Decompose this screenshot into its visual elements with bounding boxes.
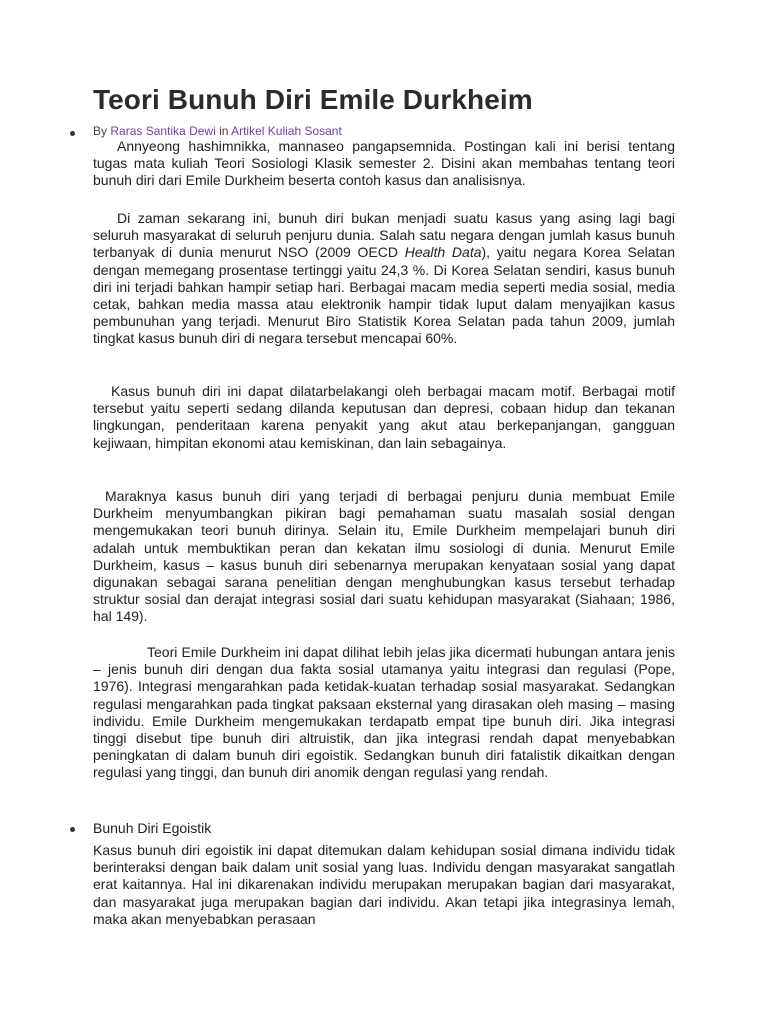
byline-in: in bbox=[219, 124, 229, 138]
paragraph-4 bbox=[93, 488, 675, 626]
paragraph-3 bbox=[93, 383, 675, 452]
paragraph-2-italic: Health Data bbox=[404, 244, 482, 261]
category-link[interactable]: Artikel Kuliah Sosant bbox=[231, 124, 342, 138]
byline-by: By bbox=[93, 124, 108, 138]
byline-bullet bbox=[70, 131, 75, 136]
intro-paragraph bbox=[93, 138, 675, 190]
subheading-egoistik: Bunuh Diri Egoistik bbox=[93, 820, 212, 836]
byline bbox=[93, 124, 342, 138]
egoistik-paragraph bbox=[93, 842, 675, 928]
paragraph-2 bbox=[93, 210, 675, 348]
paragraph-4-text: Maraknya kasus bunuh diri yang terjadi di berbagai penjuru dunia membuat Emile Durkheim menyumbangkan pikiran bagi pemahaman suatu masalah sosial dengan mengemukakan teori bunuh dirinya. Selain itu, Emile Durkheim mempelajari bunuh diri adalah untuk membuktikan peran dan kekatan ilmu sosiologi di dunia. Menurut Emile Durkheim, kasus – kasus bunuh diri sebenarnya merupakan kenyataan sosial yang dapat digunakan sebagai sarana penelitian dengan menghubungkan kasus tersebut terhadap struktur sosial dan derajat integrasi sosial dari suatu kehidupan masyarakat (Siahaan; 1986, hal 149). bbox=[93, 488, 675, 625]
paragraph-5-text: Teori Emile Durkheim ini dapat dilihat lebih jelas jika dicermati hubungan antara jenis – jenis bunuh diri dengan dua fakta sosial utamanya yaitu integrasi dan regulasi (Pope, 1976). Integrasi mengarahkan pada ketidak-kuatan terhadap sosial masyarakat. Sedangkan regulasi mengarahkan pada tingkat paksaan eksternal yang dirasakan oleh masing – masing individu. Emile Durkheim mengemukakan terdapatb empat tipe bunuh diri. Jika integrasi tinggi disebut tipe bunuh diri altruistik, dan jika integrasi rendah dapat menyebabkan peningkatan di dalam bunuh diri egoistik. Sedangkan bunuh diri fatalistik dikaitkan dengan regulasi yang tinggi, dan bunuh diri anomik dengan regulasi yang rendah. bbox=[93, 644, 675, 781]
paragraph-3-text: Kasus bunuh diri ini dapat dilatarbelakangi oleh berbagai macam motif. Berbagai motif tersebut yaitu seperti sedang dilanda keputusan dan depresi, cobaan hidup dan tekanan lingkungan, penderitaan karena penyakit yang akut atau berkepanjangan, gangguan kejiwaan, himpitan ekonomi atau kemiskinan, dan lain sebagainya. bbox=[93, 383, 675, 451]
article-title: Teori Bunuh Diri Emile Durkheim bbox=[93, 84, 533, 115]
paragraph-2-text: Di zaman sekarang ini, bunuh diri bukan menjadi suatu kasus yang asing lagi bagi seluruh masyarakat di seluruh penjuru dunia. Salah satu negara dengan jumlah kasus bunuh terbanyak di dunia menurut NSO (2009 OECD bbox=[93, 210, 675, 261]
author-link[interactable]: Raras Santika Dewi bbox=[110, 124, 216, 138]
paragraph-5 bbox=[93, 644, 675, 782]
paragraph-2-rest: ), yaitu negara Korea Selatan dengan memegang prosentase tertinggi yaitu 24,3 %. Di Korea Selatan sendiri, kasus bunuh diri ini terjadi bahkan hampir setiap hari. Berbagai macam media seperti media sosial, media cetak, bahkan media massa atau elektronik hampir tidak luput dalam menyajikan kasus pembunuhan yang terjadi. Menurut Biro Statistik Korea Selatan pada tahun 2009, jumlah tingkat kasus bunuh diri di negara tersebut mencapai 60%. bbox=[93, 244, 675, 347]
intro-text: Annyeong hashimnikka, mannaseo pangapsemnida. Postingan kali ini berisi tentang tugas mata kuliah Teori Sosiologi Klasik semester 2. Disini akan membahas tentang teori bunuh diri dari Emile Durkheim beserta contoh kasus dan analisisnya. bbox=[93, 138, 675, 189]
subheading-bullet bbox=[70, 827, 75, 832]
egoistik-text: Kasus bunuh diri egoistik ini dapat ditemukan dalam kehidupan sosial dimana individu tidak berinteraksi dengan baik dalam unit sosial yang luas. Individu dengan masyarakat sangatlah erat kaitannya. Hal ini dikarenakan individu merupakan merupakan bagian dari masyarakat, dan masyarakat juga merupakan bagian dari individu. Akan tetapi jika integrasinya lemah, maka akan menyebabkan perasaan bbox=[93, 842, 675, 927]
